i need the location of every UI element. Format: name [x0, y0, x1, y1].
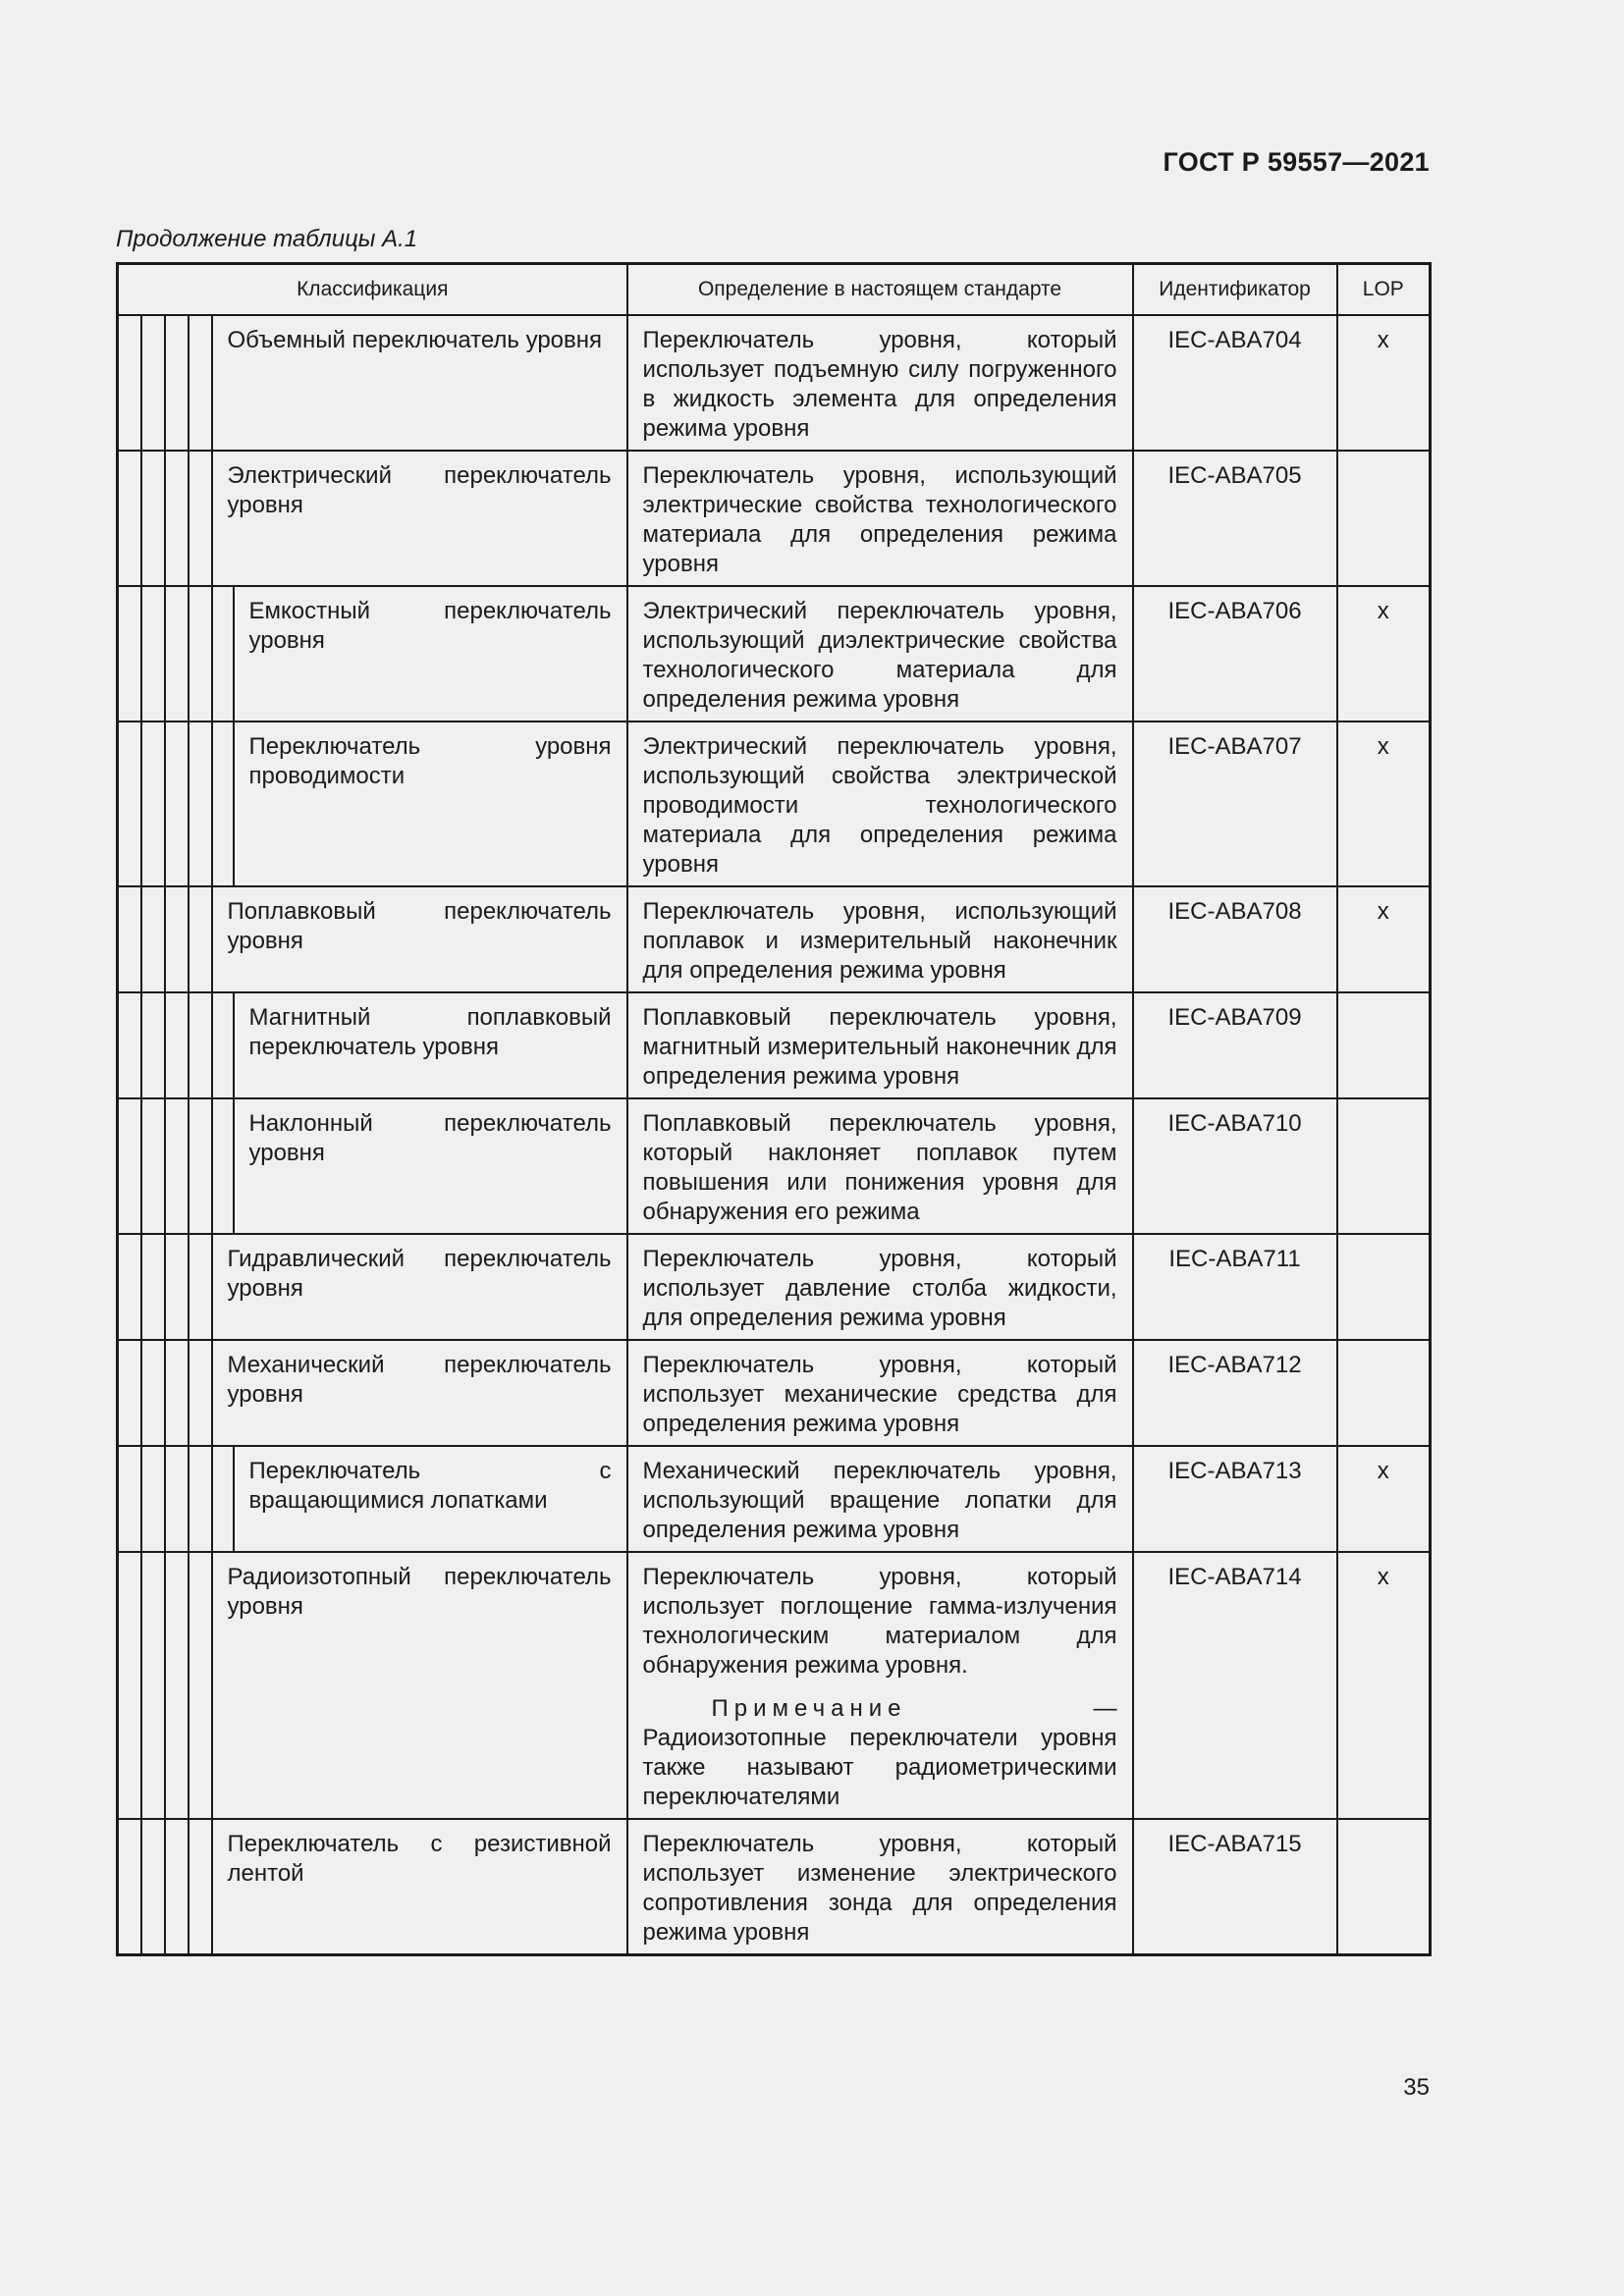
header-classification: Классификация — [118, 264, 627, 316]
definition-text: Электрический переключатель уровня, использующий свойства электрической проводимости технологического материала для определения режима уровня — [642, 733, 1117, 878]
hierarchy-guide — [165, 992, 189, 1098]
table-row — [118, 1234, 1431, 1340]
definition-text: Переключатель уровня, который использует поглощение гамма-излучения технологическим материалом для обнаружения режима уровня. — [642, 1564, 1117, 1679]
definition-text: Электрический переключатель уровня, использующий диэлектрические свойства технологического материала для определения режима уровня — [642, 598, 1117, 713]
hierarchy-guide — [212, 992, 234, 1098]
hierarchy-guide — [118, 1234, 141, 1340]
hierarchy-guide — [118, 1098, 141, 1234]
table-row — [118, 1552, 1431, 1819]
hierarchy-guide — [212, 1446, 234, 1552]
definition-note — [643, 1694, 1117, 1812]
hierarchy-guide — [141, 451, 165, 586]
lop-cell — [1337, 1098, 1431, 1234]
lop-cell: x — [1337, 315, 1431, 451]
lop-cell — [1337, 1234, 1431, 1340]
hierarchy-guide — [141, 992, 165, 1098]
definition-text: Поплавковый переключатель уровня, магнитный измерительный наконечник для определения режима уровня — [642, 1004, 1117, 1090]
classification-name: Магнитный поплавковый переключатель уровня — [248, 1004, 612, 1060]
classification-name: Переключатель с вращающимися лопатками — [248, 1458, 612, 1514]
hierarchy-guide — [141, 1552, 165, 1819]
classification-cell — [212, 1234, 627, 1340]
hierarchy-guide — [118, 721, 141, 886]
hierarchy-guide — [189, 1446, 212, 1552]
hierarchy-guide — [118, 992, 141, 1098]
classification-cell — [212, 451, 627, 586]
classification-name: Электрический переключатель уровня — [227, 462, 612, 518]
hierarchy-guide — [189, 1098, 212, 1234]
classification-cell — [234, 992, 627, 1098]
identifier-cell: IEC-ABA715 — [1133, 1819, 1337, 1955]
header-lop: LOP — [1337, 264, 1431, 316]
hierarchy-guide — [118, 586, 141, 721]
definition-text: Механический переключатель уровня, использующий вращение лопатки для определения режима уровня — [642, 1458, 1117, 1543]
definition-cell — [627, 721, 1133, 886]
hierarchy-guide — [141, 1340, 165, 1446]
hierarchy-guide — [141, 1446, 165, 1552]
hierarchy-guide — [165, 451, 189, 586]
table-row — [118, 1340, 1431, 1446]
classification-name: Емкостный переключатель уровня — [248, 598, 612, 654]
table-row — [118, 451, 1431, 586]
lop-cell: x — [1337, 586, 1431, 721]
table-row — [118, 1819, 1431, 1955]
lop-cell — [1337, 992, 1431, 1098]
identifier-cell: IEC-ABA705 — [1133, 451, 1337, 586]
lop-cell — [1337, 451, 1431, 586]
hierarchy-guide — [141, 315, 165, 451]
identifier-cell: IEC-ABA713 — [1133, 1446, 1337, 1552]
identifier-cell: IEC-ABA711 — [1133, 1234, 1337, 1340]
definition-cell — [627, 586, 1133, 721]
classification-name: Гидравлический переключатель уровня — [227, 1246, 612, 1302]
classification-name: Объемный переключатель уровня — [227, 327, 603, 353]
table-caption: Продолжение таблицы А.1 — [116, 226, 418, 252]
classification-table — [116, 262, 1432, 1956]
definition-text: Переключатель уровня, который использует подъемную силу погруженного в жидкость элемента для определения режима уровня — [642, 327, 1117, 442]
identifier-cell: IEC-ABA710 — [1133, 1098, 1337, 1234]
hierarchy-guide — [189, 992, 212, 1098]
hierarchy-guide — [189, 586, 212, 721]
hierarchy-guide — [212, 721, 234, 886]
header-identifier: Идентификатор — [1133, 264, 1337, 316]
table-row — [118, 721, 1431, 886]
classification-cell — [212, 1340, 627, 1446]
hierarchy-guide — [165, 1340, 189, 1446]
hierarchy-guide — [165, 315, 189, 451]
definition-cell — [627, 315, 1133, 451]
hierarchy-guide — [118, 1552, 141, 1819]
hierarchy-guide — [212, 586, 234, 721]
identifier-cell: IEC-ABA707 — [1133, 721, 1337, 886]
hierarchy-guide — [141, 1234, 165, 1340]
hierarchy-guide — [189, 315, 212, 451]
definition-cell — [627, 1819, 1133, 1955]
hierarchy-guide — [118, 315, 141, 451]
hierarchy-guide — [165, 1552, 189, 1819]
definition-cell — [627, 1234, 1133, 1340]
hierarchy-guide — [141, 1098, 165, 1234]
page-number: 35 — [1403, 2074, 1430, 2101]
lop-cell: x — [1337, 886, 1431, 992]
definition-text: Переключатель уровня, который использует давление столба жидкости, для определения режима уровня — [642, 1246, 1117, 1331]
classification-cell — [212, 1552, 627, 1819]
hierarchy-guide — [118, 1446, 141, 1552]
classification-name: Переключатель с резистивной лентой — [227, 1831, 612, 1887]
definition-cell — [627, 1552, 1133, 1819]
definition-text: Переключатель уровня, который использует изменение электрического сопротивления зонда для определения режима уровня — [642, 1831, 1117, 1946]
identifier-cell: IEC-ABA706 — [1133, 586, 1337, 721]
definition-text: Переключатель уровня, использующий электрические свойства технологического материала для определения режима уровня — [642, 462, 1117, 577]
definition-text: Поплавковый переключатель уровня, который наклоняет поплавок путем повышения или понижения уровня для обнаружения его режима — [642, 1110, 1117, 1225]
definition-cell — [627, 1340, 1133, 1446]
hierarchy-guide — [189, 451, 212, 586]
lop-cell — [1337, 1819, 1431, 1955]
document-code: ГОСТ Р 59557—2021 — [1163, 147, 1430, 177]
classification-cell — [212, 1819, 627, 1955]
hierarchy-guide — [141, 1819, 165, 1955]
note-label: Примечание — [711, 1695, 907, 1722]
header-definition: Определение в настоящем стандарте — [627, 264, 1133, 316]
identifier-cell: IEC-ABA709 — [1133, 992, 1337, 1098]
classification-name: Наклонный переключатель уровня — [248, 1110, 612, 1166]
definition-cell — [627, 886, 1133, 992]
classification-name: Механический переключатель уровня — [227, 1352, 612, 1408]
lop-cell — [1337, 1340, 1431, 1446]
classification-name: Переключатель уровня проводимости — [248, 733, 612, 789]
definition-text: Переключатель уровня, который использует механические средства для определения режима уровня — [642, 1352, 1117, 1437]
table-row — [118, 1446, 1431, 1552]
hierarchy-guide — [118, 886, 141, 992]
hierarchy-guide — [189, 1234, 212, 1340]
hierarchy-guide — [212, 1098, 234, 1234]
hierarchy-guide — [141, 586, 165, 721]
hierarchy-guide — [165, 586, 189, 721]
definition-cell — [627, 451, 1133, 586]
hierarchy-guide — [118, 1819, 141, 1955]
hierarchy-guide — [189, 1340, 212, 1446]
hierarchy-guide — [118, 1340, 141, 1446]
hierarchy-guide — [189, 886, 212, 992]
classification-cell — [234, 586, 627, 721]
classification-cell — [234, 1446, 627, 1552]
classification-cell — [234, 721, 627, 886]
hierarchy-guide — [165, 886, 189, 992]
lop-cell: x — [1337, 1446, 1431, 1552]
identifier-cell: IEC-ABA712 — [1133, 1340, 1337, 1446]
classification-cell — [234, 1098, 627, 1234]
hierarchy-guide — [165, 721, 189, 886]
table-body — [118, 315, 1431, 1955]
hierarchy-guide — [189, 1819, 212, 1955]
hierarchy-guide — [165, 1819, 189, 1955]
note-text: — Радиоизотопные переключатели уровня также называют радиометрическими переключателями — [642, 1695, 1117, 1810]
hierarchy-guide — [189, 1552, 212, 1819]
definition-text: Переключатель уровня, использующий поплавок и измерительный наконечник для определения режима уровня — [642, 898, 1117, 984]
table-row — [118, 315, 1431, 451]
identifier-cell: IEC-ABA708 — [1133, 886, 1337, 992]
definition-cell — [627, 1446, 1133, 1552]
classification-name: Поплавковый переключатель уровня — [227, 898, 612, 954]
definition-cell — [627, 1098, 1133, 1234]
classification-cell — [212, 886, 627, 992]
table-row — [118, 586, 1431, 721]
hierarchy-guide — [141, 886, 165, 992]
identifier-cell: IEC-ABA714 — [1133, 1552, 1337, 1819]
classification-cell — [212, 315, 627, 451]
hierarchy-guide — [165, 1098, 189, 1234]
identifier-cell: IEC-ABA704 — [1133, 315, 1337, 451]
hierarchy-guide — [118, 451, 141, 586]
classification-name: Радиоизотопный переключатель уровня — [227, 1564, 612, 1620]
hierarchy-guide — [189, 721, 212, 886]
hierarchy-guide — [165, 1446, 189, 1552]
table-row — [118, 1098, 1431, 1234]
hierarchy-guide — [165, 1234, 189, 1340]
hierarchy-guide — [141, 721, 165, 886]
lop-cell: x — [1337, 1552, 1431, 1819]
table-row — [118, 992, 1431, 1098]
lop-cell: x — [1337, 721, 1431, 886]
table-row — [118, 886, 1431, 992]
definition-cell — [627, 992, 1133, 1098]
